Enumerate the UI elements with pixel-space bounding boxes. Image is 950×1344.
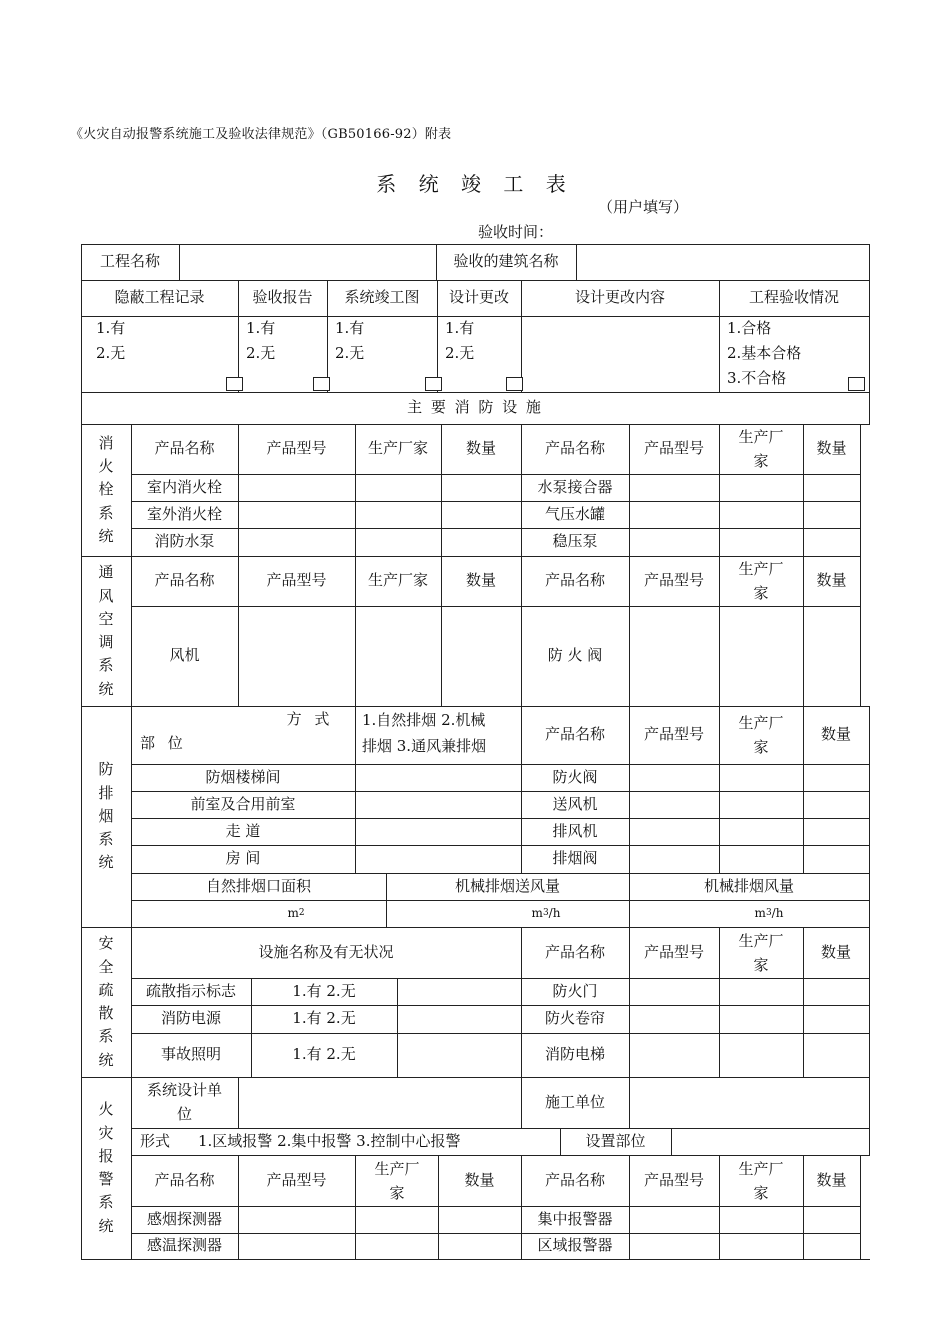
option-yes: 1.有 bbox=[445, 319, 475, 338]
hvac-system-label bbox=[81, 556, 131, 706]
product-model-header: 产品型号 bbox=[643, 571, 704, 590]
mech-supply-label: 机械排烟送风量 bbox=[454, 876, 560, 895]
natural-vent-area-label: 自然排烟口面积 bbox=[205, 876, 311, 895]
design-unit-field[interactable] bbox=[239, 1078, 521, 1128]
acceptance-time-label: 验收时间： bbox=[478, 223, 554, 241]
manufacturer-header: 生产厂家 bbox=[738, 714, 784, 756]
mech-exhaust-label: 机械排烟风量 bbox=[703, 876, 794, 895]
label-char: 统 bbox=[98, 1050, 114, 1069]
label-char: 火 bbox=[98, 1100, 114, 1119]
label-line: 系统设计单 bbox=[146, 1081, 222, 1100]
construction-unit-field[interactable] bbox=[630, 1078, 869, 1128]
product-model-header: 产品型号 bbox=[643, 725, 704, 744]
acceptance-result-checkbox[interactable] bbox=[848, 377, 865, 391]
design-unit-label bbox=[131, 1077, 238, 1128]
label-char: 消 bbox=[98, 433, 114, 452]
option-no: 2.无 bbox=[96, 344, 126, 363]
product-name-header: 产品名称 bbox=[544, 1170, 605, 1189]
table-line bbox=[131, 1206, 861, 1207]
label-char: 统 bbox=[98, 526, 114, 545]
main-facilities-header: 主 要 消 防 设 施 bbox=[407, 398, 543, 417]
outdoor-hydrant-label: 室外消火栓 bbox=[146, 504, 222, 523]
table-line bbox=[860, 1155, 861, 1259]
label-line: 位 bbox=[176, 1104, 192, 1123]
supply-fan-label: 送风机 bbox=[552, 794, 598, 813]
option-no: 2.无 bbox=[246, 344, 276, 363]
label-char: 系 bbox=[98, 830, 114, 849]
anteroom-label: 前室及合用前室 bbox=[190, 794, 296, 813]
unit-superscript: 3 bbox=[542, 907, 549, 918]
exhaust-flow-unit bbox=[629, 900, 909, 927]
form-options: 1.区域报警 2.集中报警 3.控制中心报警 bbox=[198, 1131, 461, 1150]
smoke-detector-label: 感烟探测器 bbox=[146, 1209, 222, 1228]
alarm-system-label bbox=[81, 1077, 131, 1259]
label-char: 系 bbox=[98, 1193, 114, 1212]
unit-text: /h bbox=[771, 905, 784, 920]
heat-detector-label: 感温探测器 bbox=[146, 1236, 222, 1255]
manufacturer-header: 生产厂家 bbox=[738, 428, 784, 470]
label-char: 烟 bbox=[98, 806, 114, 825]
design-change-checkbox[interactable] bbox=[506, 377, 523, 391]
zone-alarm-label: 区域报警器 bbox=[537, 1236, 613, 1255]
table-line bbox=[719, 927, 720, 1077]
quantity-header: 数量 bbox=[816, 1170, 847, 1189]
acceptance-status-header: 工程验收情况 bbox=[748, 288, 839, 307]
label-char: 通 bbox=[98, 563, 114, 582]
table-line bbox=[131, 528, 861, 529]
hydrant-system-label bbox=[81, 424, 131, 556]
mode-options-line2: 排烟 3.通风兼排烟 bbox=[362, 737, 487, 756]
unit-text: m bbox=[754, 905, 766, 920]
unit-text: /h bbox=[548, 905, 561, 920]
yes-no-option: 1.有 2.无 bbox=[292, 981, 356, 1000]
exit-sign-label: 疏散指示标志 bbox=[145, 981, 236, 1000]
label-char: 统 bbox=[98, 1216, 114, 1235]
quantity-header: 数量 bbox=[820, 725, 851, 744]
fire-pump-label: 消防水泵 bbox=[154, 532, 215, 551]
label-char: 统 bbox=[98, 679, 114, 698]
manufacturer-header: 生产厂家 bbox=[374, 1159, 420, 1202]
room-label: 房 间 bbox=[225, 849, 261, 868]
product-model-header: 产品型号 bbox=[266, 1170, 327, 1189]
quantity-header: 数量 bbox=[465, 439, 496, 458]
label-char: 风 bbox=[98, 586, 114, 605]
building-name-label: 验收的建筑名称 bbox=[453, 252, 559, 271]
table-line bbox=[131, 1233, 861, 1234]
fire-elevator-label: 消防电梯 bbox=[544, 1045, 605, 1064]
yes-no-option: 1.有 2.无 bbox=[292, 1045, 356, 1064]
label-char: 报 bbox=[98, 1146, 114, 1165]
label-char: 系 bbox=[98, 503, 114, 522]
unit-superscript: 3 bbox=[765, 907, 772, 918]
fire-damper-label: 防火阀 bbox=[552, 767, 598, 786]
page-title: 系 统 竣 工 表 bbox=[376, 172, 574, 196]
manufacturer-header: 生产厂家 bbox=[367, 571, 428, 590]
label-char: 灾 bbox=[98, 1123, 114, 1142]
label-char: 栓 bbox=[98, 480, 114, 499]
table-line bbox=[869, 706, 870, 927]
fire-power-label: 消防电源 bbox=[160, 1009, 221, 1028]
quantity-header: 数量 bbox=[816, 439, 847, 458]
option-yes: 1.有 bbox=[96, 319, 126, 338]
table-line bbox=[719, 706, 720, 873]
fire-shutter-label: 防火卷帘 bbox=[544, 1009, 605, 1028]
table-line bbox=[719, 1155, 720, 1259]
stabilizer-pump-label: 稳压泵 bbox=[552, 532, 598, 551]
table-line bbox=[81, 316, 870, 317]
smoke-system-label bbox=[81, 706, 131, 927]
corridor-label: 走 道 bbox=[225, 821, 261, 840]
table-line bbox=[719, 424, 720, 706]
product-model-header: 产品型号 bbox=[643, 942, 704, 961]
smoke-valve-label: 排烟阀 bbox=[552, 849, 598, 868]
table-line bbox=[131, 501, 861, 502]
design-change-content-header: 设计更改内容 bbox=[574, 288, 665, 307]
product-name-header: 产品名称 bbox=[154, 439, 215, 458]
unit-text: m bbox=[531, 905, 543, 920]
facility-status-header: 设施名称及有无状况 bbox=[258, 942, 394, 961]
result-pass: 1.合格 bbox=[727, 319, 772, 338]
option-yes: 1.有 bbox=[335, 319, 365, 338]
exhaust-fan-label: 排风机 bbox=[552, 821, 598, 840]
table-line bbox=[869, 927, 870, 1155]
emergency-light-label: 事故照明 bbox=[160, 1045, 221, 1064]
hidden-work-record-header: 隐蔽工程记录 bbox=[114, 288, 205, 307]
product-model-header: 产品型号 bbox=[643, 1170, 704, 1189]
quantity-header: 数量 bbox=[820, 942, 851, 961]
label-char: 空 bbox=[98, 609, 114, 628]
result-fail: 3.不合格 bbox=[727, 369, 787, 388]
acceptance-report-header: 验收报告 bbox=[252, 288, 313, 307]
label-char: 系 bbox=[98, 656, 114, 675]
result-basic-pass: 2.基本合格 bbox=[727, 344, 802, 363]
product-model-header: 产品型号 bbox=[266, 439, 327, 458]
acceptance-report-checkbox[interactable] bbox=[313, 377, 330, 391]
unit-superscript: 2 bbox=[298, 907, 305, 918]
table-line bbox=[860, 424, 861, 706]
central-alarm-label: 集中报警器 bbox=[537, 1209, 613, 1228]
label-char: 全 bbox=[98, 957, 114, 976]
product-model-header: 产品型号 bbox=[266, 571, 327, 590]
position-label: 部 位 bbox=[140, 734, 187, 753]
product-name-header: 产品名称 bbox=[544, 439, 605, 458]
table-line bbox=[355, 706, 356, 873]
option-yes: 1.有 bbox=[246, 319, 276, 338]
project-name-label: 工程名称 bbox=[99, 252, 160, 271]
as-built-drawing-checkbox[interactable] bbox=[425, 377, 442, 391]
label-char: 统 bbox=[98, 853, 114, 872]
mode-options-line1: 1.自然排烟 2.机械 bbox=[362, 711, 486, 730]
form-label: 形式 bbox=[140, 1131, 171, 1150]
table-line bbox=[869, 244, 870, 425]
product-model-header: 产品型号 bbox=[643, 439, 704, 458]
table-line bbox=[81, 1259, 870, 1260]
label-char: 火 bbox=[98, 457, 114, 476]
option-no: 2.无 bbox=[445, 344, 475, 363]
table-line bbox=[355, 1155, 356, 1259]
manufacturer-header: 生产厂家 bbox=[738, 560, 784, 602]
building-name-field[interactable] bbox=[577, 245, 869, 280]
fill-note: （用户填写） bbox=[598, 198, 689, 216]
indoor-hydrant-label: 室内消火栓 bbox=[146, 477, 222, 496]
hidden-record-checkbox[interactable] bbox=[226, 377, 243, 391]
design-change-header: 设计更改 bbox=[448, 288, 509, 307]
yes-no-option: 1.有 2.无 bbox=[292, 1009, 356, 1028]
product-name-header: 产品名称 bbox=[544, 571, 605, 590]
quantity-header: 数量 bbox=[816, 571, 847, 590]
evacuation-system-label bbox=[81, 927, 131, 1077]
quantity-header: 数量 bbox=[464, 1170, 495, 1189]
product-name-header: 产品名称 bbox=[544, 725, 605, 744]
label-char: 调 bbox=[98, 633, 114, 651]
label-char: 系 bbox=[98, 1027, 114, 1046]
quantity-header: 数量 bbox=[465, 571, 496, 590]
manufacturer-header: 生产厂家 bbox=[738, 1159, 784, 1202]
label-char: 警 bbox=[98, 1170, 114, 1188]
label-char: 防 bbox=[98, 760, 114, 779]
label-char: 安 bbox=[98, 934, 114, 953]
manufacturer-header: 生产厂家 bbox=[367, 439, 428, 458]
fire-door-label: 防火门 bbox=[552, 981, 598, 1000]
stairwell-label: 防烟楼梯间 bbox=[205, 767, 281, 786]
unit-text: m bbox=[287, 905, 299, 920]
design-change-content-field[interactable] bbox=[522, 317, 718, 392]
mode-label: 方 式 bbox=[286, 710, 334, 729]
pressure-tank-label: 气压水罐 bbox=[544, 504, 605, 523]
fire-damper-label: 防 火 阀 bbox=[547, 646, 603, 665]
as-built-drawing-header: 系统竣工图 bbox=[344, 288, 420, 307]
option-no: 2.无 bbox=[335, 344, 365, 363]
product-name-header: 产品名称 bbox=[154, 571, 215, 590]
construction-unit-label: 施工单位 bbox=[544, 1092, 605, 1111]
product-name-header: 产品名称 bbox=[544, 942, 605, 961]
table-line bbox=[397, 978, 398, 1077]
project-name-field[interactable] bbox=[180, 245, 436, 280]
location-label: 设置部位 bbox=[585, 1131, 646, 1150]
label-char: 排 bbox=[98, 783, 114, 802]
header-note: 《火灾自动报警系统施工及验收法律规范》（GB50166-92）附表 bbox=[70, 127, 452, 142]
table-line bbox=[131, 474, 861, 475]
manufacturer-header: 生产厂家 bbox=[738, 931, 784, 974]
product-name-header: 产品名称 bbox=[154, 1170, 215, 1189]
table-line bbox=[131, 606, 861, 607]
label-char: 散 bbox=[98, 1004, 114, 1022]
location-field[interactable] bbox=[672, 1129, 869, 1155]
label-char: 疏 bbox=[98, 980, 114, 999]
pump-adapter-label: 水泵接合器 bbox=[537, 477, 613, 496]
fan-label: 风机 bbox=[169, 646, 200, 665]
